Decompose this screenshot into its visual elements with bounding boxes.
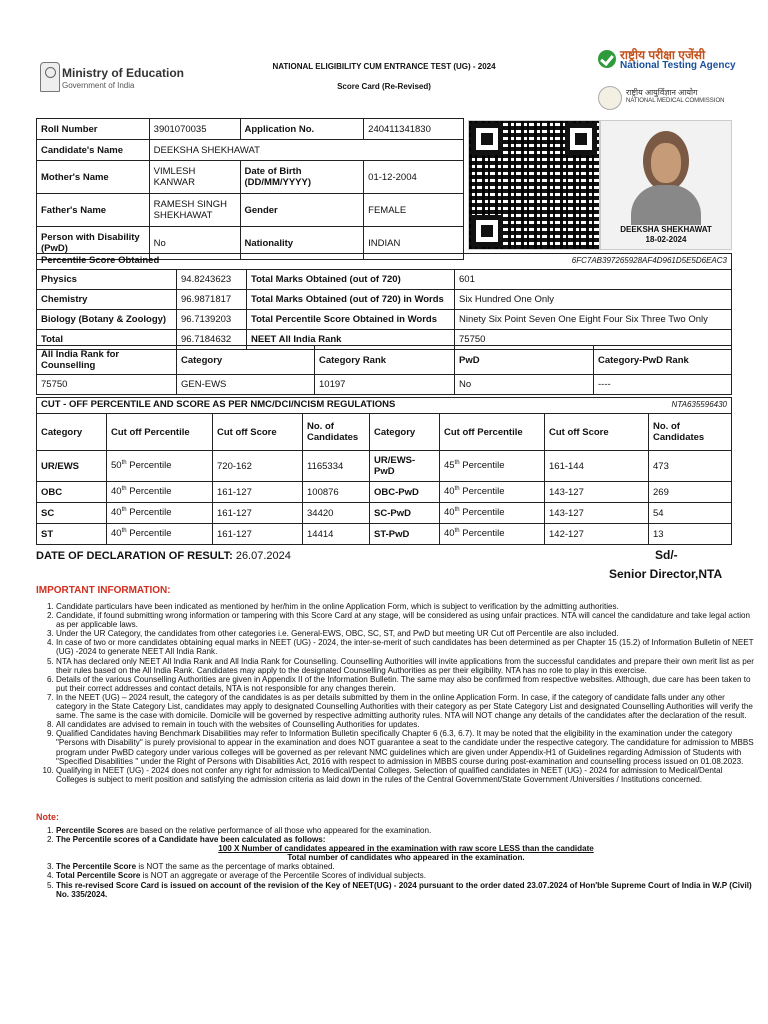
list-item: 3. Under the UR Category, the candidates from other categories i.e. General-EWS, OBC, SC, ST, and PwD but meeting UR Cut off Percentile are also included.: [56, 629, 756, 638]
subject-name: Biology (Botany & Zoology): [37, 310, 177, 330]
cutoff-code: NTA635596430: [671, 400, 727, 409]
roll-value: 3901070035: [149, 119, 240, 140]
candidate-details-table: [36, 118, 464, 260]
subject-score: 96.7139203: [177, 310, 247, 330]
result-value: 75750: [455, 330, 732, 350]
percentile-cell: 45th Percentile: [440, 451, 545, 482]
result-label: NEET All India Rank: [247, 330, 455, 350]
category-cell: OBC: [37, 482, 107, 503]
gender-label: Gender: [240, 194, 364, 227]
candidate-photo: [600, 120, 732, 250]
column-header: No. of Candidates: [649, 414, 732, 451]
column-header: All India Rank for Counselling: [37, 346, 177, 375]
percentile-hash: 6FC7AB397265928AF4D961D5E5D6EAC3: [571, 256, 727, 265]
score-cell: 161-127: [213, 524, 303, 545]
list-item: 2. The Percentile scores of a Candidate have been calculated as follows: 100 X Number of candidates appeared in the examination with raw score LESS than the candidate Total number of candidates who appeared in the examination.: [56, 835, 756, 862]
table-row: [37, 451, 732, 482]
photo-body: [631, 185, 701, 225]
percentile-cell: 40th Percentile: [107, 482, 213, 503]
score-cell: 143-127: [545, 503, 649, 524]
nmc-seal-icon: [598, 86, 622, 110]
subject-score: 96.9871817: [177, 290, 247, 310]
ministry-title: Ministry of Education: [62, 66, 185, 80]
list-item: 4. In case of two or more candidates obtaining equal marks in NEET (UG) - 2024, the inter-se-merit of such candidates has been determined as per Chapter 15 (15.2) of Information Bulletin of NEET (UG) -2024 to generate NEET All India Rank.: [56, 638, 756, 656]
gender-value: FEMALE: [364, 194, 464, 227]
note-list: [36, 826, 756, 899]
category-cell: UR/EWS-PwD: [370, 451, 440, 482]
score-cell: 161-127: [213, 482, 303, 503]
percentile-cell: 50th Percentile: [107, 451, 213, 482]
exam-title: NATIONAL ELIGIBILITY CUM ENTRANCE TEST (UG) - 2024: [272, 62, 496, 71]
header: [0, 0, 768, 118]
pwd-label: Person with Disability (PwD): [37, 227, 150, 260]
column-header: Cut off Percentile: [440, 414, 545, 451]
subject-name: Physics: [37, 270, 177, 290]
table-row: [37, 375, 732, 395]
name-value: DEEKSHA SHEKHAWAT: [149, 140, 463, 161]
score-cell: 143-127: [545, 482, 649, 503]
table-row: [37, 524, 732, 545]
result-label: Total Marks Obtained (out of 720) in Words: [247, 290, 455, 310]
score-cell: 720-162: [213, 451, 303, 482]
count-cell: 34420: [303, 503, 370, 524]
subject-name: Total: [37, 330, 177, 350]
photo-caption-name: DEEKSHA SHEKHAWAT: [620, 225, 712, 234]
list-item: 1. Percentile Scores are based on the relative performance of all those who appeared for the examination.: [56, 826, 756, 835]
list-item: 10. Qualifying in NEET (UG) - 2024 does not confer any right for admission to Medical/Dental Colleges. Selection of qualified candidates in NEET (UG) - 2024 for admission to Medical/Dental Colleges is subject to merit position and satisfying the admission criteria as laid down in the rules of the Central Government/State Government /Universities / Institutions concerned.: [56, 766, 756, 784]
result-value: Ninety Six Point Seven One Eight Four Six Three Two Only: [455, 310, 732, 330]
category-cell: SC-PwD: [370, 503, 440, 524]
count-cell: 13: [649, 524, 732, 545]
important-list: [36, 602, 756, 784]
percentile-cell: 40th Percentile: [440, 524, 545, 545]
column-header: PwD: [455, 346, 594, 375]
cutoff-table: [36, 413, 732, 545]
father-label: Father's Name: [37, 194, 150, 227]
father-value: RAMESH SINGH SHEKHAWAT: [149, 194, 240, 227]
column-header: Category-PwD Rank: [594, 346, 732, 375]
formula-numerator: 100 X Number of candidates appeared in the examination with raw score LESS than the candidate: [218, 844, 594, 854]
qr-finder-icon: [471, 123, 503, 155]
score-cell: 161-144: [545, 451, 649, 482]
dob-label: Date of Birth (DD/MM/YYYY): [240, 161, 364, 194]
pwd-value: No: [149, 227, 240, 260]
table-row: [37, 270, 732, 290]
table-row: [37, 290, 732, 310]
table-cell: 10197: [315, 375, 455, 395]
roll-label: Roll Number: [37, 119, 150, 140]
score-cell: 142-127: [545, 524, 649, 545]
nta-hindi-name: राष्ट्रीय परीक्षा एजेंसी: [620, 48, 706, 62]
nta-name: National Testing Agency: [620, 60, 736, 71]
mother-label: Mother's Name: [37, 161, 150, 194]
result-label: Total Percentile Score Obtained in Words: [247, 310, 455, 330]
column-header: Category Rank: [315, 346, 455, 375]
list-item: 2. Candidate, if found submitting wrong information or tampering with this Score Card at any stage, will be considered as using unfair practices. NTA will cancel the candidature and take legal action as per applicable laws.: [56, 611, 756, 629]
qr-finder-icon: [565, 123, 597, 155]
list-item: 5. This re-revised Score Card is issued on account of the revision of the Key of NEET(UG) - 2024 pursuant to the order dated 23.07.2024 of Hon'ble Supreme Court of India in W.P (Civil) No. 335/2024.: [56, 881, 756, 899]
rank-table: [36, 345, 732, 395]
list-item: 7. In the NEET (UG) – 2024 result, the category of the candidates is as per details submitted by them in the online Application Form. In case, if the category of candidate falls under any other category in the State Category List, candidates may apply to designated Counselling Authorities with their category as per State Category List and designated Counselling Authorities will verify the same. The same is the case with domicile. Domicile will be governed by respective admitting authority rules. NTA will NOT change any details of the candidates after the declaration of the result.: [56, 693, 756, 720]
count-cell: 1165334: [303, 451, 370, 482]
percentile-cell: 40th Percentile: [107, 524, 213, 545]
application-value: 240411341830: [364, 119, 464, 140]
result-value: 601: [455, 270, 732, 290]
qr-finder-icon: [471, 215, 503, 247]
signatory-title: Senior Director,NTA: [609, 567, 723, 581]
table-cell: GEN-EWS: [177, 375, 315, 395]
list-item: 9. Qualified Candidates having Benchmark Disabilities may refer to Information Bulletin specifically Chapter 6 (6.3, 6.7). It may be noted that the eligibility in the examination under the category "Persons with Disability" is purely provisional to appear in the examination and does NOT guarantee a seat to the candidate under the respective category. The candidature for admission to MBBS program under PwBD category under various colleges will be governed as per relevant NMC guidelines which are given under Appendix-H1 of Guidelines regarding Admission of Students with "Specified Disabilities " under the Right of Persons with Disabilities Act, 2016 with respect to admission in MBBS course during post-examination and counselling process issued on 01.08.2023.: [56, 729, 756, 765]
category-cell: ST: [37, 524, 107, 545]
nationality-label: Nationality: [240, 227, 364, 260]
cutoff-heading-bar: [36, 397, 732, 414]
column-header: Cut off Score: [213, 414, 303, 451]
declaration-value: 26.07.2024: [232, 550, 291, 562]
declaration-label: DATE OF DECLARATION OF RESULT:: [36, 550, 233, 562]
table-row: [37, 503, 732, 524]
application-label: Application No.: [240, 119, 364, 140]
qr-code: [468, 120, 600, 250]
count-cell: 14414: [303, 524, 370, 545]
table-row: [37, 310, 732, 330]
formula-denominator: Total number of candidates who appeared in the examination.: [287, 853, 525, 863]
percentile-heading-bar: [36, 253, 732, 270]
category-cell: SC: [37, 503, 107, 524]
important-heading: IMPORTANT INFORMATION:: [36, 585, 171, 596]
cutoff-heading: CUT - OFF PERCENTILE AND SCORE AS PER NMC/DCI/NCISM REGULATIONS: [41, 399, 396, 410]
percentile-cell: 40th Percentile: [440, 503, 545, 524]
count-cell: 54: [649, 503, 732, 524]
nmc-name: NATIONAL MEDICAL COMMISSION: [626, 98, 725, 104]
column-header: No. of Candidates: [303, 414, 370, 451]
signature-mark: Sd/-: [655, 548, 678, 562]
percentile-cell: 40th Percentile: [440, 482, 545, 503]
declaration-date: [36, 550, 291, 562]
table-cell: ----: [594, 375, 732, 395]
percentile-cell: 40th Percentile: [107, 503, 213, 524]
list-item: 4. Total Percentile Score is NOT an aggregate or average of the Percentile Scores of individual subjects.: [56, 871, 756, 880]
category-cell: UR/EWS: [37, 451, 107, 482]
count-cell: 100876: [303, 482, 370, 503]
column-header: Category: [37, 414, 107, 451]
nationality-value: INDIAN: [364, 227, 464, 260]
subject-score: 96.7184632: [177, 330, 247, 350]
category-cell: OBC-PwD: [370, 482, 440, 503]
count-cell: 269: [649, 482, 732, 503]
note-heading: Note:: [36, 812, 59, 822]
photo-face: [651, 143, 681, 183]
nta-check-icon: [598, 50, 616, 68]
result-value: Six Hundred One Only: [455, 290, 732, 310]
dob-value: 01-12-2004: [364, 161, 464, 194]
national-emblem-icon: [40, 62, 60, 92]
subject-score: 94.8243623: [177, 270, 247, 290]
nmc-hindi-name: राष्ट्रीय आयुर्विज्ञान आयोग: [626, 88, 698, 97]
percentile-table: [36, 269, 732, 350]
mother-value: VIMLESH KANWAR: [149, 161, 240, 194]
table-cell: 75750: [37, 375, 177, 395]
card-title: Score Card (Re-Revised): [337, 82, 431, 91]
column-header: Category: [177, 346, 315, 375]
list-item: 6. Details of the various Counselling Authorities are given in Appendix II of the Information Bulletin. The same may also be confirmed from respective websites. Although, due care has been taken to put their correct addresses and contact details, NTA is not responsible for any changes therein.: [56, 675, 756, 693]
name-label: Candidate's Name: [37, 140, 150, 161]
column-header: Cut off Percentile: [107, 414, 213, 451]
list-item: 3. The Percentile Score is NOT the same as the percentage of marks obtained.: [56, 862, 756, 871]
table-header-row: [37, 414, 732, 451]
list-item: 8. All candidates are advised to remain in touch with the websites of Counselling Authorities for updates.: [56, 720, 756, 729]
count-cell: 473: [649, 451, 732, 482]
column-header: Category: [370, 414, 440, 451]
table-header-row: [37, 346, 732, 375]
table-row: [37, 482, 732, 503]
photo-caption-date: 18-02-2024: [645, 235, 687, 244]
table-cell: No: [455, 375, 594, 395]
list-item: 5. NTA has declared only NEET All India Rank and All India Rank for Counselling. Counselling Authorities will invite applications from the successful candidates and prepare their own merit list as per their rules based on the All India Rank. Candidates may apply to the designated Counselling Authorities as per their eligibility. NTA has no role to play in this exercise.: [56, 657, 756, 675]
ministry-subtitle: Government of India: [62, 81, 135, 90]
percentile-heading: Percentile Score Obtained: [41, 255, 160, 266]
subject-name: Chemistry: [37, 290, 177, 310]
score-cell: 161-127: [213, 503, 303, 524]
list-item: 1. Candidate particulars have been indicated as mentioned by her/him in the online Application Form, which is subject to verification by the admitting authorities.: [56, 602, 756, 611]
category-cell: ST-PwD: [370, 524, 440, 545]
result-label: Total Marks Obtained (out of 720): [247, 270, 455, 290]
column-header: Cut off Score: [545, 414, 649, 451]
